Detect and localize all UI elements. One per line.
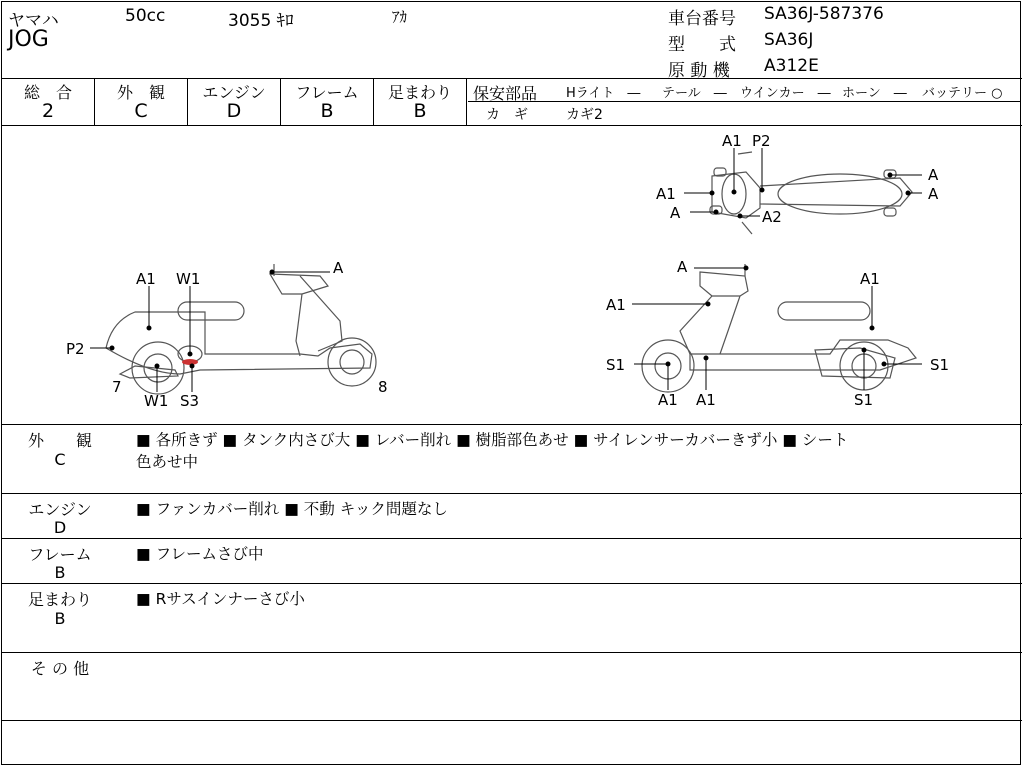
frame-no: SA36J-587376 bbox=[764, 4, 884, 24]
key-value: カギ2 bbox=[566, 107, 603, 123]
label-top-a-mirror: A bbox=[670, 204, 681, 222]
damage-diagram bbox=[0, 126, 1024, 424]
notes-engine-text: ■ ファンカバー削れ ■ 不動 キック問題なし bbox=[136, 500, 448, 518]
label-top-a2: A2 bbox=[762, 208, 782, 226]
scooter-top-view bbox=[710, 152, 912, 234]
notes-exterior-text-1: ■ 各所きず ■ タンク内さび大 ■ レバー削れ ■ 樹脂部色あせ ■ サイレンサーカバーきず小 ■ シート bbox=[136, 431, 849, 449]
label-left-7: 7 bbox=[112, 378, 122, 396]
notes-engine-label: エンジン bbox=[28, 500, 92, 519]
label-right-a-lever: A bbox=[677, 258, 688, 276]
divider bbox=[466, 78, 467, 125]
safety-horn: ホーン ― bbox=[842, 86, 907, 101]
suspension-grade-label: 足まわり bbox=[387, 83, 452, 102]
label-right-s1-bottom: S1 bbox=[854, 391, 874, 409]
exterior-grade: C bbox=[134, 100, 148, 122]
notes-suspension-text: ■ Rサスインナーさび小 bbox=[136, 590, 305, 608]
model-name: JOG bbox=[8, 27, 49, 52]
label-top-a1-left: A1 bbox=[656, 185, 676, 203]
divider bbox=[468, 101, 1021, 102]
divider bbox=[1, 720, 1022, 721]
displacement: 50cc bbox=[125, 6, 166, 26]
overall-label: 総 合 bbox=[23, 83, 72, 102]
label-right-a1-top: A1 bbox=[860, 270, 880, 288]
notes-exterior-label: 外 観 bbox=[27, 431, 92, 450]
safety-headlight: Hライト ― bbox=[566, 86, 641, 101]
divider bbox=[1, 78, 1022, 79]
notes-suspension-label: 足まわり bbox=[27, 590, 92, 609]
damage-mark-red bbox=[182, 359, 198, 365]
divider bbox=[1, 583, 1022, 584]
type-value: SA36J bbox=[764, 30, 814, 50]
overall-grade: 2 bbox=[41, 100, 55, 122]
safety-label: 保安部品 bbox=[473, 84, 538, 103]
key-label: カ ギ bbox=[486, 107, 528, 123]
frame-no-label: 車台番号 bbox=[668, 9, 736, 29]
type-label: 型 式 bbox=[668, 35, 736, 55]
notes-suspension-grade: B bbox=[54, 609, 66, 628]
label-left-a-lever: A bbox=[333, 259, 344, 277]
notes-engine-grade: D bbox=[53, 518, 67, 537]
label-top-a-tail-top: A bbox=[928, 166, 939, 184]
engine-value: A312E bbox=[764, 56, 819, 76]
label-top-a1: A1 bbox=[722, 132, 742, 150]
label-top-a-tail-bottom: A bbox=[928, 185, 939, 203]
notes-exterior-grade: C bbox=[54, 450, 66, 469]
divider bbox=[1, 424, 1022, 425]
label-left-s3: S3 bbox=[180, 392, 200, 410]
divider bbox=[1, 538, 1022, 539]
label-left-a1-body: A1 bbox=[136, 270, 156, 288]
frame-grade: B bbox=[320, 100, 334, 122]
frame-grade-label: フレーム bbox=[295, 83, 359, 102]
label-left-w1-top: W1 bbox=[176, 270, 201, 288]
label-left-p2: P2 bbox=[66, 340, 85, 358]
mileage: 3055 ｷﾛ bbox=[228, 11, 294, 31]
label-right-a1-bottom-a: A1 bbox=[658, 391, 678, 409]
exterior-label: 外 観 bbox=[116, 83, 165, 102]
label-left-w1-bottom: W1 bbox=[144, 392, 169, 410]
notes-frame-label: フレーム bbox=[28, 545, 92, 564]
label-top-p2: P2 bbox=[752, 132, 771, 150]
notes-exterior-text-2: 色あせ中 bbox=[136, 453, 199, 471]
notes-frame-grade: B bbox=[54, 563, 66, 582]
label-right-s1-left: S1 bbox=[606, 356, 626, 374]
label-right-s1-right: S1 bbox=[930, 356, 950, 374]
safety-tail: テール ― bbox=[662, 86, 727, 101]
engine-label: 原 動 機 bbox=[668, 61, 730, 81]
label-right-a1-bottom-b: A1 bbox=[696, 391, 716, 409]
label-left-8: 8 bbox=[378, 378, 388, 396]
safety-winker: ウインカー ― bbox=[740, 86, 831, 101]
color: ｱｶ bbox=[392, 8, 408, 26]
maker: ヤマハ bbox=[8, 11, 59, 31]
suspension-grade: B bbox=[413, 100, 427, 122]
divider bbox=[1, 652, 1022, 653]
safety-battery: バッテリー ○ bbox=[922, 86, 1003, 101]
engine-grade: D bbox=[226, 100, 242, 122]
divider bbox=[1, 493, 1022, 494]
notes-other-label: そ の 他 bbox=[30, 659, 90, 678]
engine-grade-label: エンジン bbox=[202, 83, 266, 102]
label-right-a1-front: A1 bbox=[606, 296, 626, 314]
notes-frame-text: ■ フレームさび中 bbox=[136, 545, 264, 563]
